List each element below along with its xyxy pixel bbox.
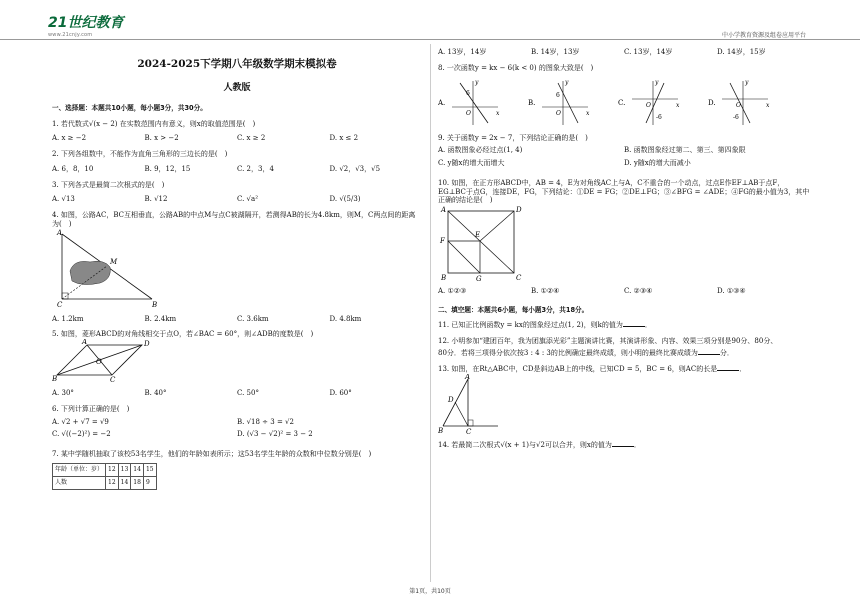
option-b: B. 40° <box>144 389 167 398</box>
axis-x: x <box>496 109 500 117</box>
q5-figure <box>52 339 172 383</box>
question-stem: 1. 若代数式√(x − 2) 在实数范围内有意义，则x的取值范围是( ) <box>52 119 256 128</box>
option-c: C. 3.6km <box>237 314 269 323</box>
label-a: A <box>465 373 471 381</box>
table-cell: 9 <box>143 476 156 489</box>
question-13 <box>438 365 810 434</box>
label-c: C <box>110 376 116 384</box>
option-d: D. (√3 − √2)² = 3 − 2 <box>237 430 313 439</box>
question-6 <box>52 405 422 443</box>
option-b: B. 函数图象经过第二、第三、第四象限 <box>624 146 746 155</box>
period: ． <box>633 440 641 449</box>
origin: O <box>466 109 471 117</box>
question-stem: 7. 某中学随机抽取了该校53名学生，他们的年龄如表所示；这53名学生年龄的众数和中位数分别是( ) <box>52 450 372 459</box>
option-b: B. √18 ÷ 3 = √2 <box>237 417 294 426</box>
graph-label: A. <box>438 98 446 107</box>
option-b: B. √12 <box>144 195 168 204</box>
section-choice: 一、选择题：本题共10小题，每小题3分，共30分。 <box>52 104 207 113</box>
question-stem: 10. 如图，在正方形ABCD中，AB = 4，E为对角线AC上与A，C不重合的一个动点，过点E作EF⊥AB于点F，EG⊥BC于点G，连接DE，FG，下列结论：①DE = FG；②DE⊥FG；③∠BFG = ∠ADE；④FG的最小值为3，其中正确的结论是( ) <box>438 178 810 205</box>
label-b: B <box>438 426 444 434</box>
option-a: A. √2 + √7 = √9 <box>52 417 109 426</box>
label-a: A <box>441 206 447 214</box>
label-c: C <box>516 274 522 281</box>
option-a: A. √13 <box>52 195 75 204</box>
exam-title: 2024-2025下学期八年级数学期末模拟卷 <box>137 58 337 70</box>
label-a: A <box>82 339 88 347</box>
graph-a <box>438 77 528 127</box>
question-12 <box>438 337 810 359</box>
question-2 <box>52 150 422 174</box>
graph-d <box>708 77 798 127</box>
option-c: C. x ≥ 2 <box>237 134 266 143</box>
option-d: D. 60° <box>329 389 352 398</box>
question-9 <box>438 134 810 172</box>
q10-figure <box>438 205 538 281</box>
origin: O <box>736 101 741 109</box>
option-b: B. 9，12，15 <box>144 164 191 173</box>
table-cell: 14 <box>118 476 131 489</box>
question-7 <box>52 450 422 490</box>
period: ． <box>739 365 747 374</box>
question-5 <box>52 330 422 398</box>
table-cell: 12 <box>106 463 119 476</box>
q13-figure <box>438 374 508 434</box>
option-d: D. y随x的增大而减小 <box>624 159 691 167</box>
logo-url: www.21cnjy.com <box>48 32 93 38</box>
right-column <box>438 46 810 450</box>
table-cell: 人数 <box>53 476 106 489</box>
question-7-options <box>438 48 810 57</box>
label-b: B <box>52 375 58 384</box>
option-b: B. 14岁，13岁 <box>531 48 580 56</box>
axis-x: x <box>676 101 680 109</box>
q8-graphs <box>438 77 810 127</box>
option-a: A. 13岁，14岁 <box>438 48 487 56</box>
axis-y: y <box>565 78 569 86</box>
logo-text: 21世纪教育 <box>48 15 124 31</box>
unit: 分． <box>719 349 734 358</box>
question-stem: 14. 若最简二次根式√(x + 1)与√2可以合并，则x的值为 <box>438 440 612 449</box>
origin: O <box>646 101 651 109</box>
graph-label: C. <box>618 98 626 107</box>
intercept: 6 <box>466 89 470 97</box>
option-c: C. ②③④ <box>624 287 653 295</box>
site-name: 中小学教育资源及组卷应用平台 <box>721 32 806 39</box>
answer-blank[interactable] <box>612 441 634 447</box>
question-stem: 9. 关于函数y = 2x − 7，下列结论正确的是( ) <box>438 133 588 142</box>
question-stem: 2. 下列各组数中，不能作为直角三角形的三边长的是( ) <box>52 150 228 159</box>
question-stem-cont: 80分．若将三项得分依次按3 : 4 : 3的比例确定最终成绩，则小明的最终比赛成绩为 <box>438 349 698 358</box>
age-table <box>52 463 157 490</box>
label-d: D <box>144 340 150 349</box>
table-cell: 18 <box>131 476 144 489</box>
label-f: F <box>440 237 445 245</box>
option-c: C. 50° <box>237 389 259 398</box>
question-stem: 3. 下列各式是最简二次根式的是( ) <box>52 180 165 189</box>
option-b: B. ①②④ <box>531 287 560 295</box>
question-stem: 12. 小明参加“建团百年，我为团旗添光彩”主题演讲比赛，其演讲形象、内容、效果三项分别是90分、80分、 <box>438 336 778 345</box>
page-header <box>0 0 860 40</box>
graph-b <box>528 77 618 127</box>
option-a: A. x ≥ −2 <box>52 134 87 143</box>
label-m: M <box>110 257 118 266</box>
label-c: C <box>466 427 472 434</box>
intercept: -6 <box>733 113 739 121</box>
option-c: C. y随x的增大而增大 <box>438 159 505 167</box>
table-cell: 年龄（单位：岁） <box>53 463 106 476</box>
option-d: D. ①③④ <box>717 287 746 295</box>
graph-label: D. <box>708 98 716 107</box>
intercept: -6 <box>656 113 662 121</box>
label-e: E <box>475 231 481 239</box>
left-column <box>52 46 422 490</box>
answer-blank[interactable] <box>623 321 645 327</box>
question-stem: 5. 如图，菱形ABCD的对角线相交于点O，若∠BAC = 60°，则∠ADB的度数是( ) <box>52 330 314 339</box>
axis-y: y <box>745 78 749 86</box>
period: ． <box>644 320 652 329</box>
option-b: B. x > −2 <box>144 134 179 143</box>
question-stem: 8. 一次函数y = kx − 6(k < 0) 的图象大致是( ) <box>438 63 594 72</box>
option-a: A. 函数图象必经过点(1, 4) <box>438 146 523 155</box>
option-a: A. 1.2km <box>52 314 84 323</box>
question-stem: 4. 如图，公路AC，BC互相垂直，公路AB的中点M与点C被湖隔开，若测得AB的长为4.8km，则M，C两点间的距离为( ) <box>52 211 416 228</box>
option-c: C. √((−2)²) = −2 <box>52 430 111 439</box>
option-d: D. 14岁，15岁 <box>717 48 766 56</box>
axis-y: y <box>655 78 659 86</box>
label-o: O <box>96 358 102 367</box>
option-d: D. √(5/3) <box>329 195 361 204</box>
table-cell: 15 <box>143 463 156 476</box>
table-cell: 13 <box>118 463 131 476</box>
column-divider <box>430 44 431 582</box>
label-a: A <box>57 228 63 237</box>
label-g: G <box>476 275 482 281</box>
option-a: A. 30° <box>52 389 74 398</box>
graph-label: B. <box>528 98 536 107</box>
table-cell: 14 <box>131 463 144 476</box>
question-14 <box>438 441 810 450</box>
option-c: C. 2，3，4 <box>237 164 274 173</box>
question-stem: 6. 下列计算正确的是( ) <box>52 404 130 413</box>
origin: O <box>556 109 561 117</box>
option-d: D. 4.8km <box>329 314 362 323</box>
question-11 <box>438 321 810 330</box>
question-stem: 13. 如图，在Rt△ABC中，CD是斜边AB上的中线，已知CD = 5，BC = 6，则AC的长是 <box>438 365 718 374</box>
q4-figure <box>52 229 182 309</box>
label-d: D <box>448 395 454 404</box>
axis-x: x <box>766 101 770 109</box>
option-c: C. 13岁，14岁 <box>624 48 673 56</box>
site-logo <box>48 12 123 38</box>
option-a: A. ①②③ <box>438 287 467 295</box>
question-10 <box>438 179 810 296</box>
label-b: B <box>152 300 158 309</box>
axis-y: y <box>475 78 479 86</box>
label-b: B <box>441 274 447 281</box>
option-b: B. 2.4km <box>144 314 177 323</box>
table-row <box>53 463 157 476</box>
table-cell: 12 <box>106 476 119 489</box>
option-c: C. √a² <box>237 195 258 204</box>
option-d: D. √2，√3，√5 <box>329 164 381 173</box>
intercept: 6 <box>556 91 560 99</box>
graph-c <box>618 77 708 127</box>
axis-x: x <box>586 109 590 117</box>
option-d: D. x ≤ 2 <box>329 134 359 143</box>
option-a: A. 6，8，10 <box>52 164 94 173</box>
answer-blank[interactable] <box>717 365 739 371</box>
answer-blank[interactable] <box>698 349 720 355</box>
table-row <box>53 476 157 489</box>
exam-subtitle: 人教版 <box>223 83 251 94</box>
question-8 <box>438 64 810 127</box>
question-4 <box>52 211 422 323</box>
question-3 <box>52 181 422 205</box>
question-stem: 11. 已知正比例函数y = kx的图象经过点(1, 2)，则k的值为 <box>438 320 623 329</box>
question-1 <box>52 120 422 144</box>
label-d: D <box>516 206 522 214</box>
section-fill: 二、填空题：本题共6小题，每小题3分，共18分。 <box>438 305 589 314</box>
page-footer: 第1页，共10页 <box>409 588 451 595</box>
label-c: C <box>57 300 63 309</box>
